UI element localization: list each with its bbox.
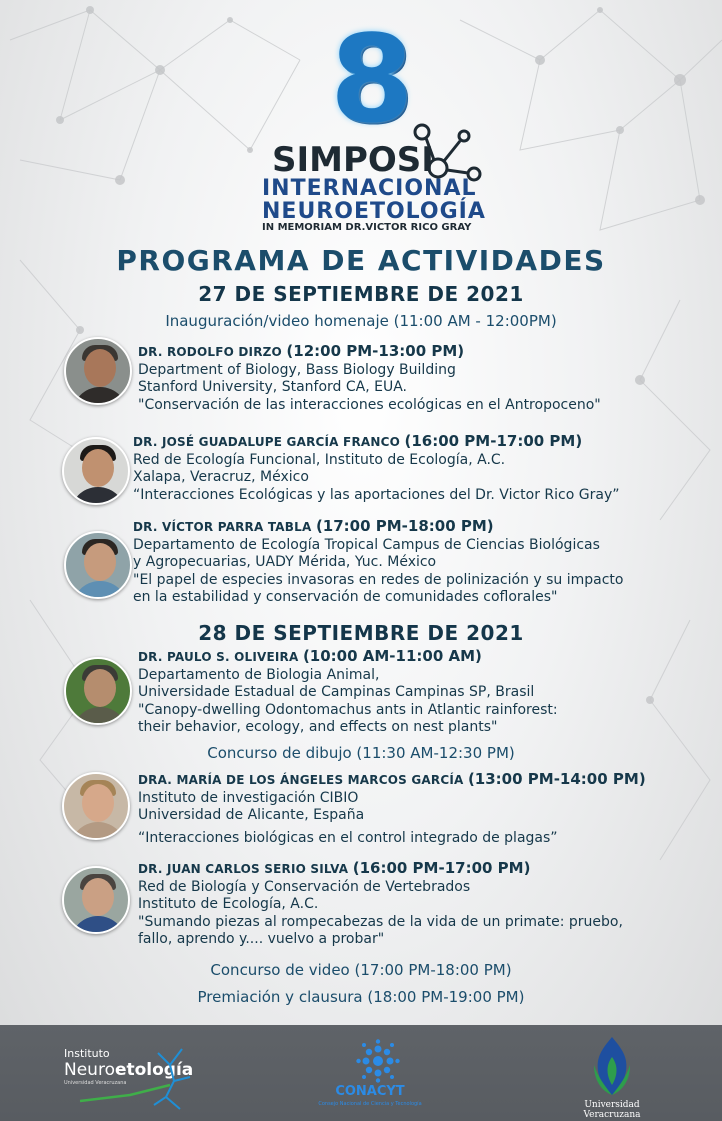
speaker-line: "Canopy-dwelling Odontomachus ants in Atlantic rainforest: [138,701,558,718]
institute-name-b: etología [114,1060,194,1080]
speaker-name: DR. JUAN CARLOS SERIO SILVA [138,862,349,876]
day2-date: 28 DE SEPTIEMBRE DE 2021 [198,621,524,645]
speaker-block [138,771,646,847]
speaker-line: Instituto de Ecología, A.C. [138,896,319,912]
speaker-name: DR. RODOLFO DIRZO [138,345,282,359]
opening-note: Inauguración/video homenaje (11:00 AM - 12:00PM) [165,312,557,330]
speaker-time: (17:00 PM-18:00 PM) [315,517,494,535]
conacyt-text: CONACYT [335,1084,405,1099]
institute-sub-text: Universidad Veracruzana [64,1080,127,1086]
speaker-photo-oliveira [64,657,132,725]
speaker-time: (12:00 PM-13:00 PM) [286,342,465,360]
page-title: PROGRAMA DE ACTIVIDADES [116,244,606,277]
speaker-line: Xalapa, Veracruz, México [133,469,309,485]
speaker-line: Instituto de investigación CIBIO [138,789,359,806]
speaker-photo-garcia-franco [62,437,130,505]
day1-date: 27 DE SEPTIEMBRE DE 2021 [198,282,524,306]
speaker-name: DRA. MARÍA DE LOS ÁNGELES MARCOS GARCÍA [138,773,464,787]
uv-text: Universidad Veracruzana [583,1100,641,1120]
drawing-contest-note: Concurso de dibujo (11:30 AM-12:30 PM) [207,744,515,762]
speaker-line: Red de Ecología Funcional, Instituto de Ecología, A.C. [133,451,506,468]
speaker-line: "Conservación de las interacciones ecológicas en el Antropoceno" [138,396,601,413]
speaker-photo-parra-tabla [64,531,132,599]
internacional-text: INTERNACIONAL [262,176,477,201]
footer-bar [0,1025,722,1121]
speaker-line: “Interacciones biológicas en el control integrado de plagas” [138,829,558,846]
speaker-photo-serio-silva [62,866,130,934]
memoriam-text: IN MEMORIAM DR.VICTOR RICO GRAY [262,222,472,233]
speaker-line: Universidad de Alicante, España [138,807,365,823]
speaker-block [133,518,624,607]
speaker-line: en la estabilidad y conservación de comunidades coflorales" [133,589,558,605]
uv-flame-icon [588,1035,636,1097]
institute-small-text: Instituto [64,1047,110,1060]
speaker-line: y Agropecuarias, UADY Mérida, Yuc. México [133,554,437,570]
speaker-line: Red de Biología y Conservación de Vertebrados [138,878,471,895]
speaker-line: Universidade Estadual de Campinas Campinas SP, Brasil [138,684,535,700]
speaker-line: Departamento de Ecología Tropical Campus de Ciencias Biológicas [133,536,600,553]
speaker-line: "El papel de especies invasoras en redes de polinización y su impacto [133,571,624,588]
speaker-line: Department of Biology, Bass Biology Building [138,361,456,378]
simposio-text: SIMPOSI [272,140,434,180]
neuroetologia-text: NEUROETOLOGÍA [262,199,486,224]
speaker-line: fallo, aprendo y.... vuelvo a probar" [138,931,385,947]
speaker-block [138,343,601,414]
conacyt-dots-icon [356,1039,400,1083]
speaker-line: Departamento de Biologia Animal, [138,666,380,683]
conacyt-sub-text: Consejo Nacional de Ciencia y Tecnología [318,1101,422,1107]
speaker-time: (16:00 PM-17:00 PM) [404,432,583,450]
speaker-name: DR. JOSÉ GUADALUPE GARCÍA FRANCO [133,435,401,449]
speaker-time: (10:00 AM-11:00 AM) [302,647,482,665]
speaker-block [138,860,623,949]
speaker-photo-marcos-garcia [62,772,130,840]
speaker-time: (13:00 PM-14:00 PM) [467,770,646,788]
speaker-block [133,433,619,504]
number-eight-logo: 8 [330,11,414,150]
speaker-block [138,648,558,737]
closing-note: Premiación y clausura (18:00 PM-19:00 PM) [197,988,525,1006]
speaker-line: their behavior, ecology, and effects on nest plants" [138,719,498,735]
speaker-photo-dirzo [64,337,132,405]
speaker-line: "Sumando piezas al rompecabezas de la vida de un primate: pruebo, [138,913,623,930]
speaker-line: Stanford University, Stanford CA, EUA. [138,379,407,395]
speaker-line: “Interacciones Ecológicas y las aportaciones del Dr. Victor Rico Gray” [133,486,620,503]
speaker-name: DR. VÍCTOR PARRA TABLA [133,520,312,534]
speaker-time: (16:00 PM-17:00 PM) [352,859,531,877]
speaker-name: DR. PAULO S. OLIVEIRA [138,650,299,664]
institute-name-a: Neuro [64,1060,115,1080]
video-contest-note: Concurso de video (17:00 PM-18:00 PM) [210,961,512,979]
